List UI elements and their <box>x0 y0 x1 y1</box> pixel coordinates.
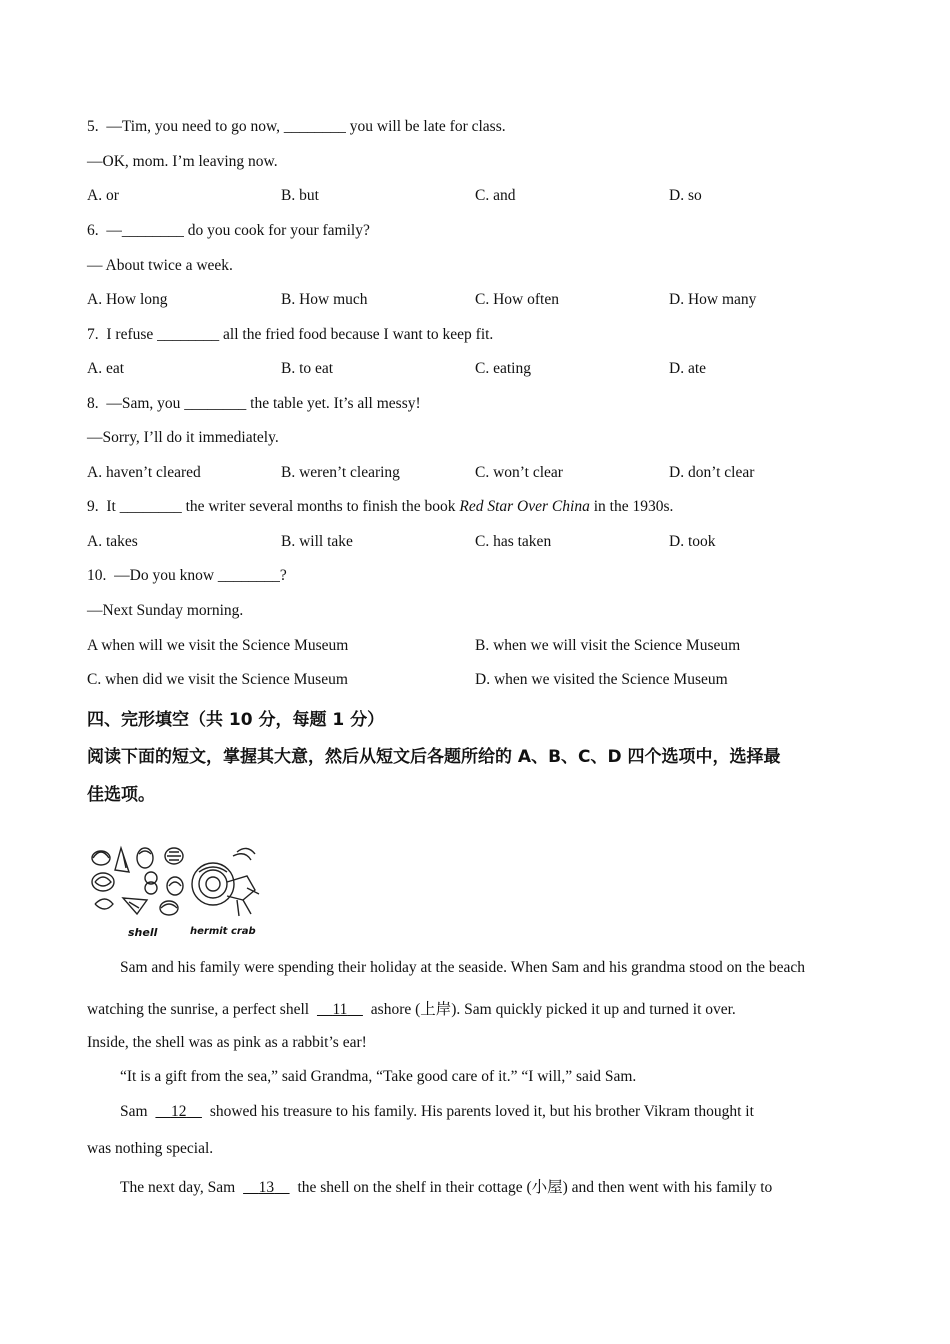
option-b[interactable]: B. weren’t clearing <box>281 464 400 481</box>
option-c[interactable]: C. and <box>475 187 516 204</box>
option-b[interactable]: B. to eat <box>281 360 334 377</box>
section-instruction-cont: 佳选项。 <box>87 785 155 805</box>
question-number: 5. <box>87 118 99 135</box>
question-text: It ________ the writer several months to finish the book <box>106 498 460 515</box>
passage-p4-line1 <box>120 1175 772 1197</box>
blank-number: 13 <box>258 1179 275 1196</box>
passage-text: the shell on the shelf in their cottage (小屋) and then went with his family to <box>293 1179 773 1196</box>
section-instruction: 阅读下面的短文，掌握其大意，然后从短文后各题所给的 A、B、C、D 四个选项中，选择最 <box>87 747 781 767</box>
option-c[interactable]: C. when did we visit the Science Museum <box>87 671 348 688</box>
option-a[interactable]: A when will we visit the Science Museum <box>87 637 349 654</box>
passage-p1-line3: Inside, the shell was as pink as a rabbit’s ear! <box>87 1034 367 1051</box>
question-7-stem <box>87 326 493 344</box>
question-number: 6. <box>87 222 99 239</box>
option-d[interactable]: D. when we visited the Science Museum <box>475 671 728 688</box>
hermit-crab-label: hermit crab <box>190 926 256 937</box>
question-text: —Sam, you ________ the table yet. It’s all messy! <box>106 395 421 412</box>
cloze-blank-13[interactable] <box>239 1179 294 1197</box>
option-b[interactable]: B. How much <box>281 291 368 308</box>
option-c[interactable]: C. eating <box>475 360 531 377</box>
option-c[interactable]: C. How often <box>475 291 559 308</box>
option-d[interactable]: D. ate <box>669 360 707 377</box>
question-10-stem <box>87 567 287 585</box>
passage-text: showed his treasure to his family. His parents loved it, but his brother Vikram thought it <box>205 1103 754 1120</box>
option-b[interactable]: B. will take <box>281 533 353 550</box>
question-number: 8. <box>87 395 99 412</box>
shell-hermit-crab-illustration <box>87 842 263 942</box>
blank-number: 11 <box>332 1001 348 1018</box>
option-a[interactable]: A. or <box>87 187 119 204</box>
passage-text: Sam <box>120 1103 152 1120</box>
passage-p1-line2 <box>87 997 736 1019</box>
passage-text: The next day, Sam <box>120 1179 240 1196</box>
question-text-end: in the 1930s. <box>589 498 674 515</box>
option-d[interactable]: D. so <box>669 187 702 204</box>
option-d[interactable]: D. don’t clear <box>669 464 755 481</box>
option-a[interactable]: A. haven’t cleared <box>87 464 201 481</box>
option-a[interactable]: A. eat <box>87 360 125 377</box>
passage-p3-line2: was nothing special. <box>87 1140 214 1157</box>
cloze-blank-12[interactable] <box>151 1103 206 1121</box>
option-c[interactable]: C. has taken <box>475 533 552 550</box>
section-title: 四、完形填空（共 10 分，每题 1 分） <box>87 710 385 730</box>
question-number: 7. <box>87 326 99 343</box>
option-a[interactable]: A. takes <box>87 533 138 550</box>
question-8-reply: —Sorry, I’ll do it immediately. <box>87 429 279 446</box>
option-a[interactable]: A. How long <box>87 291 168 308</box>
option-b[interactable]: B. but <box>281 187 319 204</box>
book-title: Red Star Over China <box>459 498 590 515</box>
question-number: 10. <box>87 567 107 584</box>
question-text: —Tim, you need to go now, ________ you will be late for class. <box>106 118 506 135</box>
question-text: —Do you know ________? <box>114 567 287 584</box>
option-c[interactable]: C. won’t clear <box>475 464 563 481</box>
option-d[interactable]: D. How many <box>669 291 757 308</box>
passage-text: watching the sunrise, a perfect shell <box>87 1001 313 1018</box>
question-5-reply: —OK, mom. I’m leaving now. <box>87 153 278 170</box>
option-d[interactable]: D. took <box>669 533 716 550</box>
passage-text: ashore (上岸). Sam quickly picked it up and turned it over. <box>366 1001 736 1018</box>
option-b[interactable]: B. when we will visit the Science Museum <box>475 637 741 654</box>
question-text: —________ do you cook for your family? <box>106 222 370 239</box>
question-8-stem <box>87 395 421 413</box>
passage-p2: “It is a gift from the sea,” said Grandma, “Take good care of it.” “I will,” said Sam. <box>120 1068 637 1085</box>
question-number: 9. <box>87 498 99 515</box>
passage-p3-line1 <box>120 1103 754 1121</box>
passage-p1-line1: Sam and his family were spending their holiday at the seaside. When Sam and his grandma stood on the beach <box>120 959 805 976</box>
question-6-reply: — About twice a week. <box>87 257 233 274</box>
question-text: I refuse ________ all the fried food because I want to keep fit. <box>106 326 494 343</box>
shell-label: shell <box>128 926 158 939</box>
blank-number: 12 <box>170 1103 187 1120</box>
cloze-blank-11[interactable] <box>313 1001 367 1019</box>
question-5-stem <box>87 118 506 136</box>
question-10-reply: —Next Sunday morning. <box>87 602 244 619</box>
question-6-stem <box>87 222 370 240</box>
question-9-stem <box>87 498 673 516</box>
